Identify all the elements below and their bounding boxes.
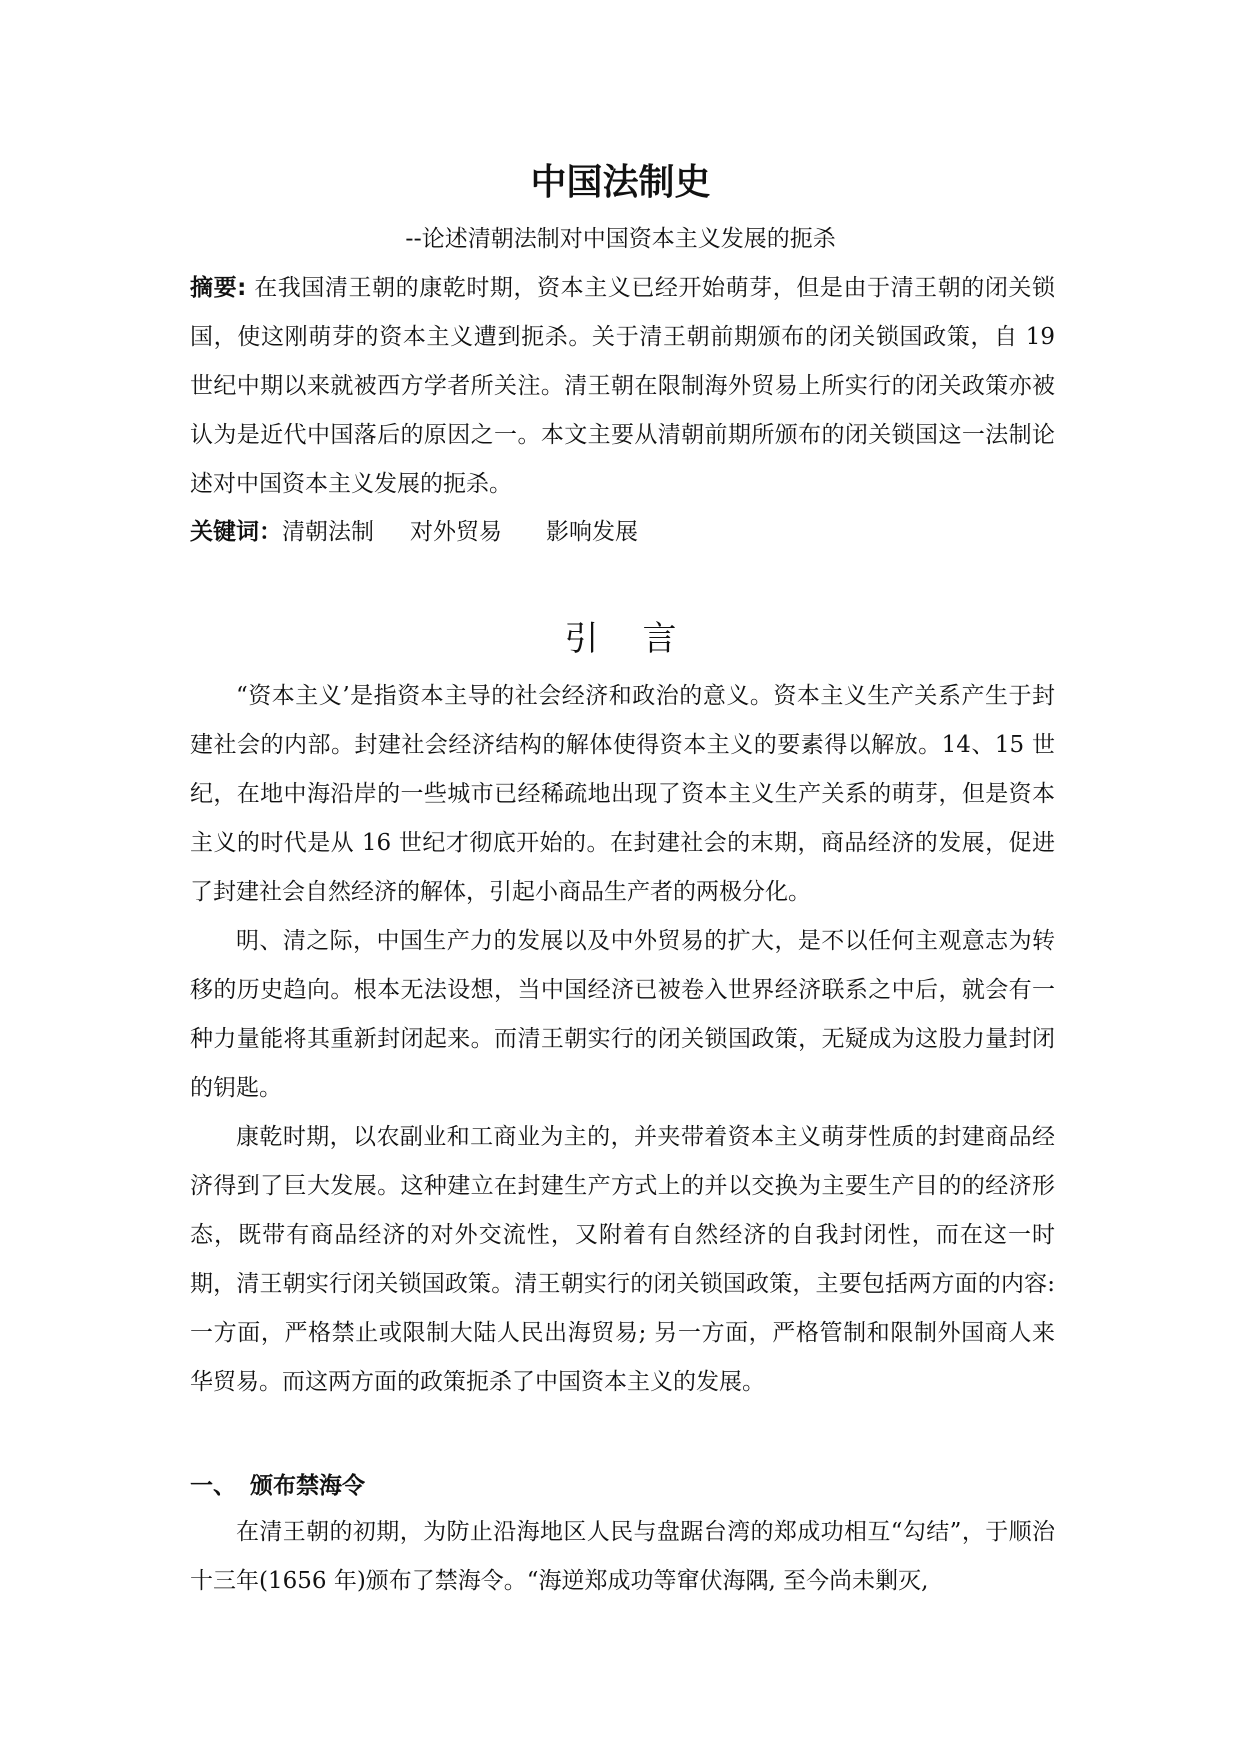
section-title: 颁布禁海令 (250, 1473, 365, 1499)
section-number: 一、 (190, 1473, 236, 1499)
abstract-text: 在我国清王朝的康乾时期，资本主义已经开始萌芽，但是由于清王朝的闭关锁国，使这刚萌芽的资本主义遭到扼杀。关于清王朝前期颁布的闭关锁国政策，自 19 世纪中期以来就被西方学者所关注。清王朝在限制海外贸易上所实行的闭关政策亦被认为是近代中国落后的原因之一。本文主要从清朝前期所颁布的闭关锁国这一法制论述对中国资本主义发展的扼杀。 (190, 275, 1056, 497)
section-paragraph: 在清王朝的初期，为防止沿海地区人民与盘踞台湾的郑成功相互“勾结”，于顺治十三年(1656 年)颁布了禁海令。“海逆郑成功等窜伏海隅, 至今尚未剿灭, (190, 1519, 1055, 1594)
section-heading (190, 1466, 365, 1506)
intro-heading-char: 引 (564, 619, 599, 659)
keywords-label: 关键词： (190, 519, 282, 545)
intro-paragraph: “资本主义’是指资本主导的社会经济和政治的意义。资本主义生产关系产生于封建社会的内部。封建社会经济结构的解体使得资本主义的要素得以解放。14、15 世纪，在地中海沿岸的一些城市已经稀疏地出现了资本主义生产关系的萌芽，但是资本主义的时代是从 16 世纪才彻底开始的。在封建社会的末期，商品经济的发展，促进了封建社会自然经济的解体，引起小商品生产者的两极分化。 (190, 683, 1055, 905)
abstract-label: 摘要: (190, 275, 247, 301)
intro-paragraph: 明、清之际，中国生产力的发展以及中外贸易的扩大，是不以任何主观意志为转移的历史趋向。根本无法设想，当中国经济已被卷入世界经济联系之中后，就会有一种力量能将其重新封闭起来。而清王朝实行的闭关锁国政策，无疑成为这股力量封闭的钥匙。 (190, 928, 1055, 1101)
keyword-item: 清朝法制 (282, 519, 374, 545)
abstract-block (190, 264, 1055, 509)
intro-heading-char: 言 (642, 619, 677, 659)
intro-paragraph: 康乾时期，以农副业和工商业为主的，并夹带着资本主义萌芽性质的封建商品经济得到了巨大发展。这种建立在封建生产方式上的并以交换为主要生产目的的经济形态，既带有商品经济的对外交流性，又附着有自然经济的自我封闭性，而在这一时期，清王朝实行闭关锁国政策。清王朝实行的闭关锁国政策，主要包括两方面的内容: 一方面，严格禁止或限制大陆人民出海贸易; 另一方面，严格管制和限制外国商人来华贸易。而这两方面的政策扼杀了中国资本主义的发展。 (190, 1124, 1055, 1395)
keyword-item: 对外贸易 (410, 519, 502, 545)
keywords-block (190, 508, 1055, 557)
document-subtitle: --论述清朝法制对中国资本主义发展的扼杀 (405, 226, 836, 252)
intro-heading (0, 614, 1241, 664)
section1-body (190, 1508, 1055, 1606)
intro-body (190, 672, 1055, 1407)
document-title: 中国法制史 (530, 162, 711, 203)
keyword-item: 影响发展 (546, 519, 638, 545)
